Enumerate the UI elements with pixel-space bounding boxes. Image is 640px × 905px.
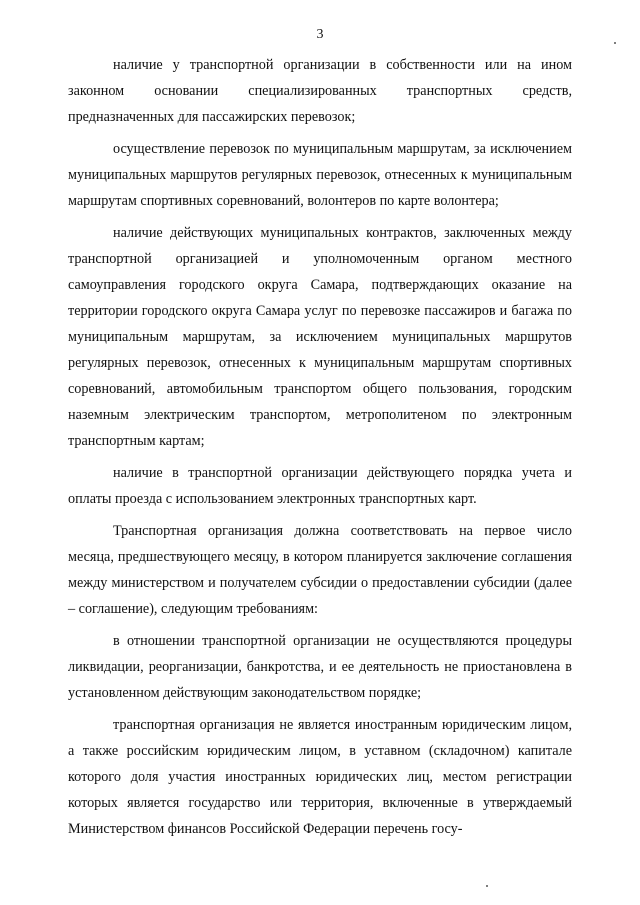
page-number: 3 (316, 27, 324, 42)
paragraph-routes: осуществление перевозок по муниципальным маршрутам, за исключением муниципальных маршрутов регулярных перевозок, отнесенных к муниципальным маршрутам спортивных соревнований, волонтеров по карте волонтера; (68, 141, 572, 209)
scan-speck (614, 42, 616, 44)
paragraph-contracts: наличие действующих муниципальных контрактов, заключенных между транспортной организацией и уполномоченным органом местного самоуправления городского округа Самара, подтверждающих оказание на территории городского округа Самара услуг по перевозке пассажиров и багажа по муниципальным маршрутам, за исключением муниципальных маршрутов регулярных перевозок, отнесенных к муниципальным маршрутам спортивных соревнований, автомобильным транспортом общего пользования, городским наземным электрическим транспортом, метрополитеном по электронным транспортным картам; (68, 225, 572, 449)
paragraph-requirements-intro: Транспортная организация должна соответствовать на первое число месяца, предшествующего месяцу, в котором планируется заключение соглашения между министерством и получателем субсидии о предоставлении субсидии (далее – соглашение), следующим требованиям: (68, 523, 572, 617)
paragraph-not-foreign-entity: транспортная организация не является иностранным юридическим лицом, а также российским юридическим лицом, в уставном (складочном) капитале которого доля участия иностранных юридических лиц, местом регистрации которых является государство или территория, включенные в утверждаемый Министерством финансов Российской Федерации перечень госу- (68, 717, 572, 837)
paragraph-fare-accounting: наличие в транспортной организации действующего порядка учета и оплаты проезда с использованием электронных транспортных карт. (68, 465, 572, 507)
paragraph-no-liquidation: в отношении транспортной организации не осуществляются процедуры ликвидации, реорганизации, банкротства, и ее деятельность не приостановлена в установленном действующим законодательством порядке; (68, 633, 572, 701)
document-body (68, 52, 572, 842)
paragraph-vehicles: наличие у транспортной организации в собственности или на ином законном основании специализированных транспортных средств, предназначенных для пассажирских перевозок; (68, 57, 572, 125)
scan-speck (486, 885, 488, 887)
